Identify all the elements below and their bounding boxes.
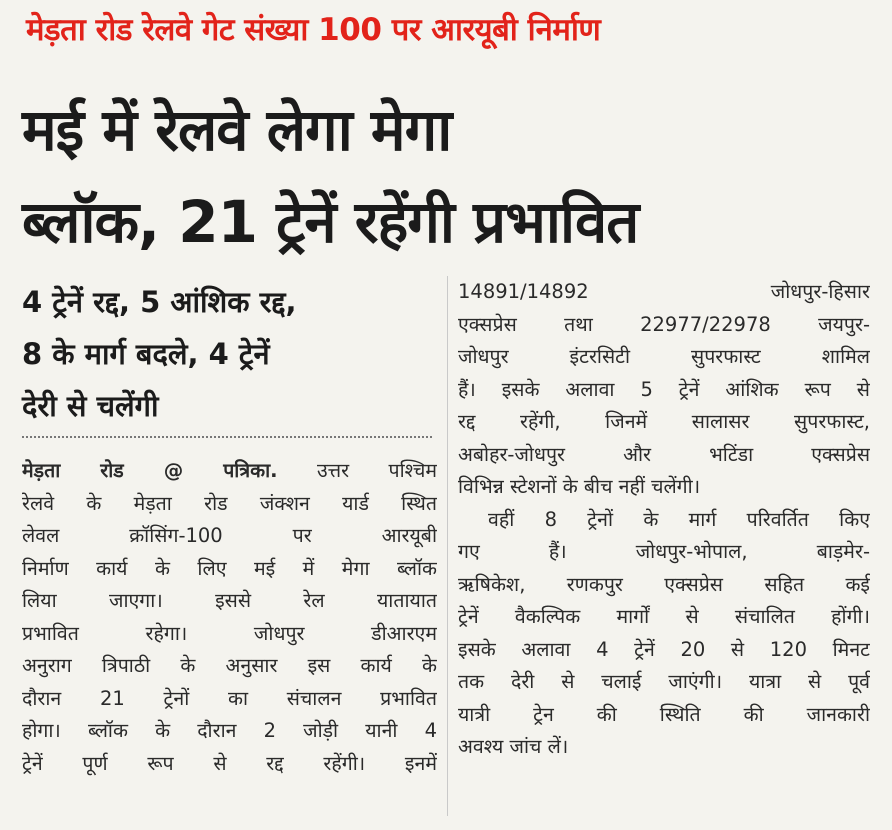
body-line: रेलवे के मेड़ता रोड जंक्शन यार्ड स्थित bbox=[22, 491, 437, 515]
body-line: गए हैं। जोधपुर-भोपाल, बाड़मेर- bbox=[458, 540, 870, 563]
subheadline-line: 4 ट्रेनें रद्द, 5 आंशिक रद्द, bbox=[22, 285, 297, 319]
body-line: जोधपुर इंटरसिटी सुपरफास्ट शामिल bbox=[458, 345, 870, 368]
subheadline bbox=[22, 276, 432, 432]
dotted-separator bbox=[22, 436, 432, 438]
body-line: निर्माण कार्य के लिए मई में मेगा ब्लॉक bbox=[22, 556, 437, 580]
body-line: अबोहर-जोधपुर और भटिंडा एक्सप्रेस bbox=[458, 442, 870, 466]
body-line: विभिन्न स्टेशनों के बीच नहीं चलेंगी। bbox=[458, 475, 701, 498]
body-line: 14891/14892 जोधपुर-हिसार bbox=[458, 280, 870, 303]
body-line: ऋषिकेश, रणकपुर एक्सप्रेस सहित कई bbox=[458, 572, 870, 596]
dateline: मेड़ता रोड @ पत्रिका. bbox=[22, 459, 278, 482]
body-line: हैं। इसके अलावा 5 ट्रेनें आंशिक रूप से bbox=[458, 377, 870, 401]
body-line: ट्रेनें वैकल्पिक मार्गों से संचालित होंगी। bbox=[458, 605, 870, 628]
body-line: इसके अलावा 4 ट्रेनें 20 से 120 मिनट bbox=[458, 637, 870, 661]
body-line: यात्री ट्रेन की स्थिति की जानकारी bbox=[458, 702, 870, 726]
body-line: दौरान 21 ट्रेनों का संचालन प्रभावित bbox=[22, 686, 437, 710]
body-line: तक देरी से चलाई जाएंगी। यात्रा से पूर्व bbox=[458, 670, 870, 693]
column-rule bbox=[447, 276, 448, 816]
article-column-right bbox=[458, 276, 870, 764]
body-line: रद्द रहेंगी, जिनमें सालासर सुपरफास्ट, bbox=[458, 410, 870, 433]
body-line: ट्रेनें पूर्ण रूप से रद्द रहेंगी। इनमें bbox=[22, 751, 437, 775]
body-line: प्रभावित रहेगा। जोधपुर डीआरएम bbox=[22, 621, 437, 645]
subheadline-line: देरी से चलेंगी bbox=[22, 389, 159, 423]
body-text: उत्तर पश्चिम bbox=[277, 459, 437, 482]
body-line: लिया जाएगा। इससे रेल यातायात bbox=[22, 589, 437, 612]
body-line: लेवल क्रॉसिंग-100 पर आरयूबी bbox=[22, 524, 437, 547]
body-line: अवश्य जांच लें। bbox=[458, 735, 569, 758]
article-column-left bbox=[22, 455, 437, 780]
body-line: एक्सप्रेस तथा 22977/22978 जयपुर- bbox=[458, 312, 870, 336]
body-line: होगा। ब्लॉक के दौरान 2 जोड़ी यानी 4 bbox=[22, 719, 437, 742]
kicker-headline: मेड़ता रोड रेलवे गेट संख्या 100 पर आरयूबी निर्माण bbox=[26, 12, 601, 48]
main-headline-line-1: मई में रेलवे लेगा मेगा bbox=[22, 96, 452, 164]
body-line: अनुराग त्रिपाठी के अनुसार इस कार्य के bbox=[22, 654, 437, 677]
main-headline-line-2: ब्लॉक, 21 ट्रेनें रहेंगी प्रभावित bbox=[22, 188, 639, 256]
body-line: वहीं 8 ट्रेनों के मार्ग परिवर्तित किए bbox=[488, 507, 870, 531]
subheadline-line: 8 के मार्ग बदले, 4 ट्रेनें bbox=[22, 337, 270, 371]
body-line bbox=[22, 455, 437, 488]
